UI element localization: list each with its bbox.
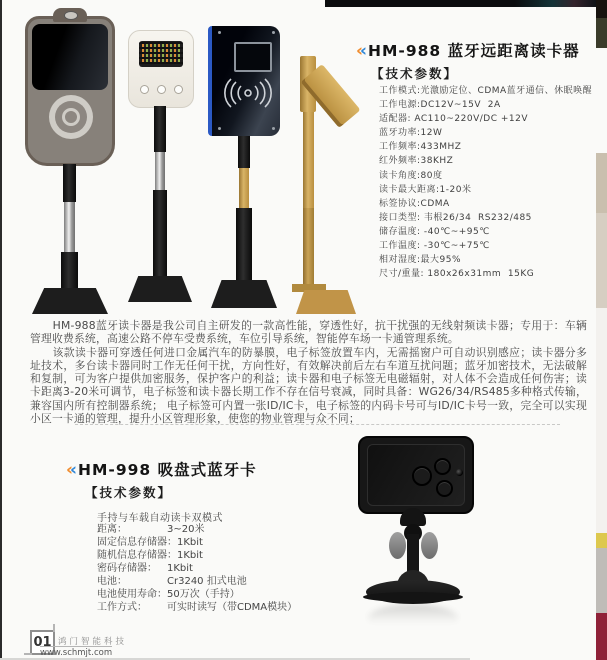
reader2-buttons: [129, 79, 193, 98]
product1-title: [356, 39, 580, 61]
spec-line: 相对湿度:最大95%: [379, 255, 462, 266]
indicator-lens: [456, 469, 463, 476]
spec-row: 固定信息存储器：1Kbit: [97, 537, 203, 548]
spec-row: 距离： 3~20米: [97, 524, 205, 535]
screw-icon: [218, 127, 221, 130]
screw-icon: [272, 31, 275, 34]
suction-card-photo: [338, 430, 518, 646]
spec-line: 工作温度: -30℃~+75℃: [379, 241, 490, 252]
spec-line: 工作电源:DC12V~15V 2A: [379, 100, 501, 111]
spec-line: 蓝牙功率:12W: [379, 128, 443, 139]
spec-line: 尺寸/重量: 180x26x31mm 15KG: [379, 269, 535, 280]
spec-row: 密码存储器： 1Kbit: [97, 563, 193, 574]
reader2-base: [128, 276, 192, 302]
reader1-head: [25, 16, 115, 166]
reader3-head: [208, 26, 280, 136]
spec-row: 电池： Cr3240 扣式电池: [97, 576, 247, 587]
reflection: [368, 604, 458, 632]
screw-icon: [64, 11, 78, 20]
device-button: [412, 466, 432, 486]
product2-title-text: HM-998 吸盘式蓝牙卡: [78, 461, 257, 479]
device-button: [434, 458, 451, 475]
footer-logo: [28, 628, 228, 658]
company-name: 鸿门智能科技: [58, 637, 128, 647]
product2-spec-header: 【技术参数】: [85, 485, 173, 500]
reader-photo-gold: [288, 38, 372, 314]
bluetooth-card-device: [358, 436, 474, 514]
screw-icon: [218, 31, 221, 34]
reader1-base: [32, 288, 108, 314]
reader3-screen: [234, 42, 272, 72]
spec-row: 随机信息存储器：1Kbit: [97, 550, 203, 561]
product2-spec-list: [97, 523, 347, 614]
screw-icon: [272, 127, 275, 130]
page-left-rule: [0, 0, 2, 660]
product1-title-text: HM-988 蓝牙远距离读卡器: [368, 42, 580, 60]
description-paragraph-2: 该款读卡器可穿透任何进口金属汽车的防暴膜，电子标签放置车内，无需摇窗户可自动识别感应；读卡器分多址技术，多台读卡器同时工作无任何干扰，方向性好，有效解决前后左右车道互扰问题；蓝牙加密技术，无法破解和复制，可为客户提供加密服务，保护客户的利益；读卡器和电子标签无电磁辐射，对人体不会造成任何伤害；读卡距离3-20米可调节，电子标签和读卡器长期工作不存在信号衰减，同时具备：WG26/34/RS485多种格式传输，兼容国内所有控制器系统； 电子标签可内置一张ID/IC卡，电子标签的内码卡号可与ID/IC卡号一致，完全可以实现小区一卡通的管理，提升小区管理形象，使您的物业管理与众不同；: [30, 345, 587, 426]
rfid-wave-icon: [222, 78, 274, 108]
reader-photo-white: [124, 22, 196, 318]
product2-title: [66, 458, 257, 480]
adjacent-photo-strip-top: [325, 0, 596, 7]
spec-line: 适配器: AC110~220V/DC +12V: [379, 114, 528, 125]
product2-mode-line: 手持与车载自动读卡双模式: [97, 513, 223, 524]
spec-line: 储存温度: -40℃~+95℃: [379, 226, 490, 237]
website-url: www.schmjt.com: [40, 648, 113, 658]
product1-spec-header: 【技术参数】: [371, 66, 459, 81]
led-display: [139, 41, 183, 67]
reader3-base: [211, 280, 277, 308]
spec-line: 红外频率:38KHZ: [379, 156, 454, 167]
spec-line: 工作频率:433MHZ: [379, 142, 462, 153]
spec-line: 读卡角度:80度: [379, 170, 443, 181]
description-paragraph-1: HM-988蓝牙读卡器是我公司自主研发的一款高性能，穿透性好，抗干扰强的无线射频读卡器；专用于：车辆管理收费系统，高速公路不停车受费系统，车位引导系统，智能停车场一卡通管理系统。: [30, 319, 587, 346]
spec-line: 工作模式:光激励定位、CDMA蓝牙通信、休眠唤醒: [379, 86, 593, 96]
reader4-base: [296, 290, 356, 314]
target-emblem: [49, 95, 93, 139]
device-button: [436, 480, 453, 497]
reader1-cap: [53, 8, 87, 22]
reader-photo-panel: [204, 26, 284, 326]
dashed-separator: [75, 424, 560, 425]
double-chevron-icon: ‹‹: [356, 41, 365, 61]
spec-line: 读卡最大距离:1-20米: [379, 184, 472, 195]
double-chevron-icon: ‹‹: [66, 460, 75, 480]
reader-photo-shield: [20, 8, 120, 314]
spec-row: 电池使用寿命：50万次（手持）: [97, 589, 240, 600]
product1-spec-list: [379, 84, 601, 281]
product-photo-row: [12, 8, 365, 318]
page-number-badge: 01: [30, 630, 55, 655]
spec-line: 接口类型: 韦根26/34 RS232/485: [379, 212, 532, 223]
reader2-head: [128, 30, 194, 108]
spec-row: 工作方式： 可实时读写（带CDMA模块）: [97, 602, 298, 613]
spec-line: 标签协议:CDMA: [379, 198, 450, 209]
product1-description: [30, 319, 587, 425]
